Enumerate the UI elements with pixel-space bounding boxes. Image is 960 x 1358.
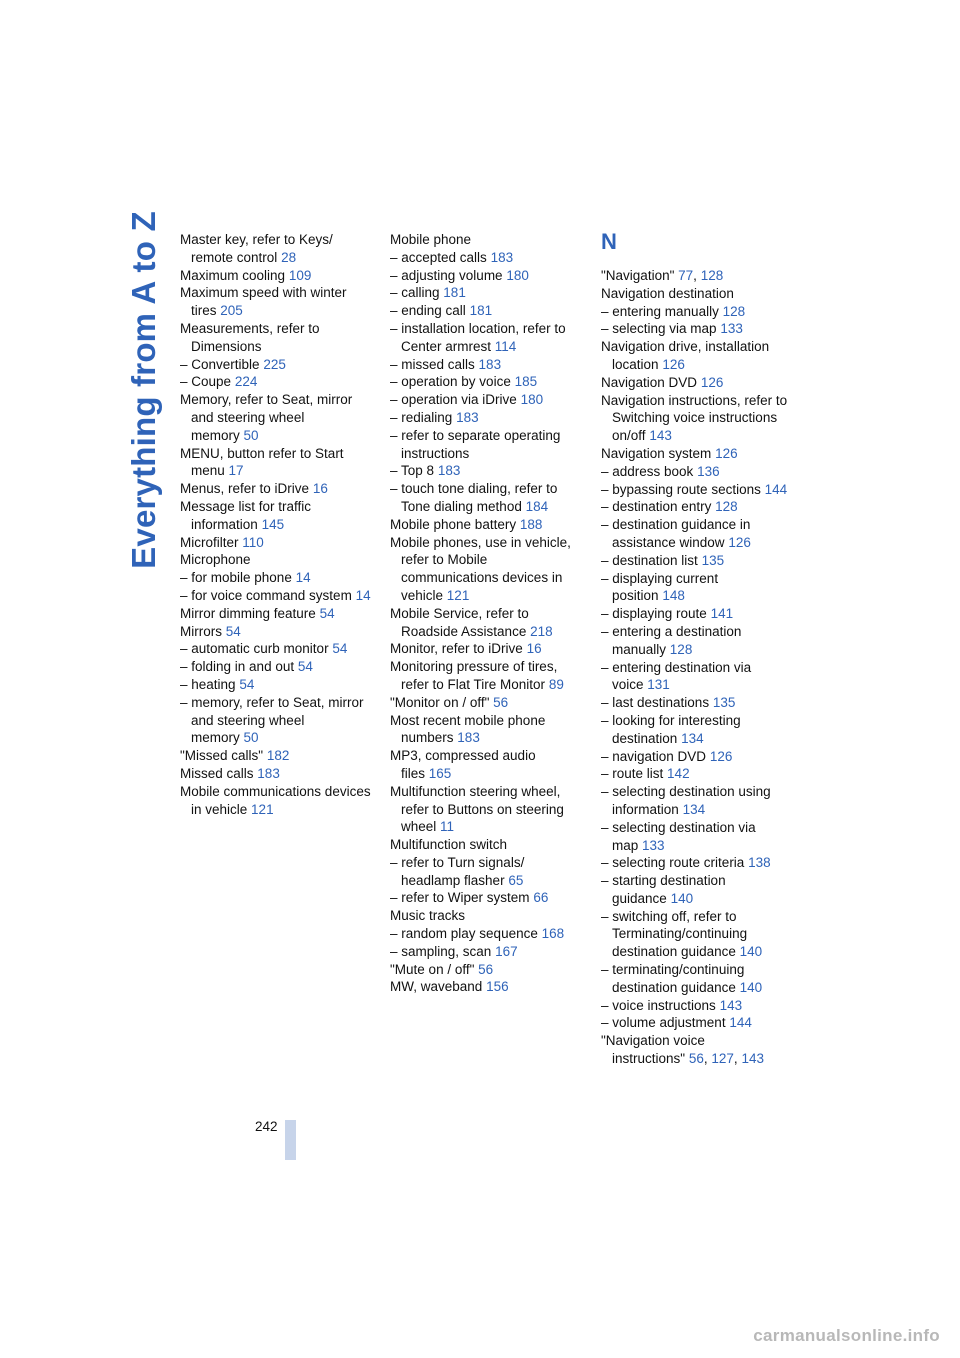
index-entry <box>180 747 372 765</box>
index-entry-text: Mobile phone battery <box>390 516 517 532</box>
index-entry-text: – refer to separate operating instructions <box>390 427 561 461</box>
page-reference-link[interactable]: 109 <box>288 267 312 283</box>
index-entry <box>180 267 372 285</box>
page-reference-link[interactable]: 16 <box>312 481 328 497</box>
index-entry <box>601 961 793 997</box>
index-entry-text: Measurements, refer to Dimensions <box>180 320 320 354</box>
index-entry-text: – navigation DVD <box>601 748 707 764</box>
index-entry <box>601 498 793 516</box>
index-entry-text: Navigation DVD <box>601 374 698 390</box>
page-reference-link[interactable]: 140 <box>739 979 763 995</box>
index-entry-text: Menus, refer to iDrive <box>180 481 310 497</box>
index-entry-text: – route list <box>601 766 664 782</box>
page-reference-link[interactable]: 121 <box>251 801 274 817</box>
page-reference-link[interactable]: 121 <box>446 587 470 603</box>
index-entry-text: "Monitor on / off" <box>390 694 490 710</box>
index-entry <box>180 783 372 819</box>
page-reference-link[interactable]: 135 <box>701 552 725 568</box>
index-entry <box>180 623 372 641</box>
page-reference-link[interactable]: 140 <box>670 890 694 906</box>
index-entry <box>180 320 372 356</box>
index-entry <box>601 1014 793 1032</box>
page-reference-link[interactable]: 28 <box>281 249 297 265</box>
index-entry-text: – Convertible <box>180 356 260 372</box>
page-reference-link[interactable]: 148 <box>662 588 685 604</box>
page-reference-link[interactable]: 167 <box>495 943 518 959</box>
index-entry-text: Message list for traffic information <box>180 498 312 532</box>
index-entry-text: – accepted calls <box>390 249 487 265</box>
page-reference-link[interactable]: 218 <box>530 623 553 639</box>
index-entry-text: Navigation destination <box>601 285 734 301</box>
index-entry <box>390 356 582 374</box>
index-entry <box>180 534 372 552</box>
index-entry-text: – refer to Turn signals/ headlamp flasher <box>390 854 525 888</box>
index-entry <box>390 694 582 712</box>
index-entry-text: – operation via iDrive <box>390 392 517 408</box>
page-reference-link[interactable]: 141 <box>710 606 734 622</box>
page-reference-link[interactable]: 126 <box>700 374 724 390</box>
page-reference-link[interactable]: 56 <box>688 1051 704 1067</box>
page-reference-link[interactable]: 134 <box>682 801 706 817</box>
page-reference-link[interactable]: 54 <box>239 676 255 692</box>
page-reference-link[interactable]: 183 <box>257 765 280 781</box>
index-entry <box>180 480 372 498</box>
index-entry <box>601 445 793 463</box>
index-entry-text: Mobile phone <box>390 232 472 247</box>
page-reference-link[interactable]: 50 <box>243 730 259 746</box>
index-entry <box>390 943 582 961</box>
index-entry <box>601 285 793 303</box>
index-entry <box>180 765 372 783</box>
index-entry-text: MP3, compressed audio files <box>390 748 536 781</box>
index-entry-text: – destination entry <box>601 499 712 515</box>
index-entry <box>390 712 582 748</box>
index-entry-text: Music tracks <box>390 908 466 924</box>
index-entry-text: – automatic curb monitor <box>180 641 329 657</box>
index-entry-text: – folding in and out <box>180 659 295 675</box>
index-entry-text: "Navigation voice instructions" <box>601 1033 705 1067</box>
index-entry-text: – switching off, refer to Terminating/continuing destination guidance <box>601 908 748 960</box>
page-reference-link[interactable]: 50 <box>243 427 259 443</box>
index-entry <box>180 551 372 569</box>
index-entry <box>180 587 372 605</box>
page-reference-link[interactable]: 143 <box>649 428 672 444</box>
index-entry-text: – entering a destination manually <box>601 623 742 657</box>
index-entry <box>601 854 793 872</box>
index-entry <box>390 747 582 783</box>
index-entry-text: – heating <box>180 676 236 692</box>
page-reference-link[interactable]: 168 <box>541 926 565 942</box>
index-entry-text: Master key, refer to Keys/ remote control <box>180 232 333 265</box>
index-entry <box>390 783 582 836</box>
page-reference-link[interactable]: 126 <box>662 356 685 372</box>
page-reference-link[interactable]: 140 <box>739 944 763 960</box>
index-entry <box>601 712 793 748</box>
index-entry-text: Monitor, refer to iDrive <box>390 641 523 657</box>
index-entry <box>601 623 793 659</box>
index-entry <box>390 231 582 249</box>
index-entry <box>390 658 582 694</box>
index-entry-text: Mobile communications devices in vehicle <box>180 783 371 817</box>
page-marker-bar <box>285 1120 296 1160</box>
page-reference-link[interactable]: 142 <box>667 766 690 782</box>
page-reference-link[interactable]: 188 <box>519 516 543 532</box>
index-entry-text: – entering destination via voice <box>601 659 752 693</box>
index-entry <box>180 569 372 587</box>
page-reference-link[interactable]: 126 <box>715 445 738 461</box>
index-entry-text: – displaying current position <box>601 570 719 604</box>
index-entry-text: Mobile Service, refer to Roadside Assistance <box>390 605 529 639</box>
page-reference-link[interactable]: 184 <box>525 498 549 514</box>
index-entry-text: – terminating/continuing destination guidance <box>601 962 745 995</box>
page-reference-link[interactable]: 145 <box>261 516 285 532</box>
page-reference-link[interactable]: 127 <box>711 1051 734 1067</box>
page-number: 242 <box>255 1119 278 1134</box>
index-entry <box>601 659 793 695</box>
page-reference-link[interactable]: 66 <box>533 890 549 906</box>
index-entry-text: Maximum cooling <box>180 267 286 283</box>
index-entry <box>390 961 582 979</box>
index-entry-text: – adjusting volume <box>390 267 503 283</box>
index-entry <box>180 605 372 623</box>
index-entry-text: – Top 8 <box>390 463 435 479</box>
index-column-1 <box>180 231 372 818</box>
index-entry <box>601 516 793 552</box>
index-entry <box>390 516 582 534</box>
index-entry <box>601 392 793 445</box>
index-entry-text: Microphone <box>180 552 251 568</box>
page-reference-link[interactable]: 128 <box>700 268 724 283</box>
index-entry-text: "Mute on / off" <box>390 961 475 977</box>
page-reference-link[interactable]: 143 <box>719 997 743 1013</box>
index-entry <box>180 231 372 267</box>
index-entry <box>180 640 372 658</box>
index-entry-text: – calling <box>390 285 440 301</box>
index-entry-text: – volume adjustment <box>601 1015 726 1031</box>
index-entry <box>180 356 372 374</box>
index-entry-text: – displaying route <box>601 606 707 622</box>
index-entry <box>601 908 793 961</box>
index-entry <box>601 303 793 321</box>
index-entry-text: – redialing <box>390 409 453 425</box>
index-entry <box>390 640 582 658</box>
index-entry <box>601 819 793 855</box>
index-entry-text: – address book <box>601 463 694 479</box>
page-reference-link[interactable]: 165 <box>428 765 452 781</box>
index-entry-text: Mobile phones, use in vehicle, refer to Mobile communications devices in vehicle <box>390 534 571 603</box>
page-reference-link[interactable]: 144 <box>729 1015 752 1031</box>
index-entry-text: Multifunction switch <box>390 837 508 853</box>
index-entry <box>180 658 372 676</box>
index-entry-text: – selecting route criteria <box>601 855 745 871</box>
page-reference-link[interactable]: 126 <box>728 534 751 550</box>
page-reference-link[interactable]: 183 <box>490 249 514 265</box>
index-entry <box>390 320 582 356</box>
index-entry: "Navigation voice instructions" 56, 127, 143 <box>601 1033 764 1067</box>
index-entry-text: Navigation drive, installation location <box>601 339 770 372</box>
page-reference-link[interactable]: 182 <box>266 748 290 764</box>
index-entry <box>390 267 582 285</box>
index-entry <box>180 498 372 534</box>
index-entry-text: Most recent mobile phone numbers <box>390 712 546 746</box>
index-entry-text: "Navigation" <box>601 268 675 283</box>
page-reference-link[interactable]: 14 <box>355 587 371 603</box>
page-reference-link[interactable]: 126 <box>709 748 733 764</box>
index-entry <box>390 302 582 320</box>
page-reference-link[interactable]: 131 <box>647 677 670 693</box>
index-entry-text: – Coupe <box>180 374 232 390</box>
index-entry-text: – looking for interesting destination <box>601 712 741 746</box>
index-entry <box>180 445 372 481</box>
index-entry <box>390 978 582 996</box>
page-reference-link[interactable]: 11 <box>440 819 455 835</box>
index-entry-text: – selecting destination using information <box>601 784 771 817</box>
page-reference-link[interactable]: 16 <box>526 641 542 657</box>
page-reference-link[interactable]: 180 <box>520 392 544 408</box>
index-entry <box>390 534 582 605</box>
index-column-2 <box>390 231 582 996</box>
index-entry <box>601 783 793 819</box>
index-entry-text: – ending call <box>390 303 466 319</box>
page-reference-link[interactable]: 77 <box>678 268 694 283</box>
index-entry <box>390 249 582 267</box>
index-entry-text: Mirrors <box>180 623 222 639</box>
index-entry-text: "Missed calls" <box>180 748 264 764</box>
index-entry-text: – refer to Wiper system <box>390 890 530 906</box>
page-reference-link[interactable]: 205 <box>220 303 243 319</box>
page-reference-link[interactable]: 138 <box>748 855 771 871</box>
index-entry <box>601 570 793 606</box>
page-reference-link[interactable]: 56 <box>493 694 509 710</box>
index-entry-text: MENU, button refer to Start menu <box>180 445 344 479</box>
page-reference-link[interactable]: 181 <box>443 285 466 301</box>
page-reference-link[interactable]: 114 <box>494 338 517 354</box>
page-reference-link[interactable]: 224 <box>234 374 258 390</box>
page-reference-link[interactable]: 134 <box>681 730 704 746</box>
page-reference-link[interactable]: 156 <box>486 979 509 995</box>
index-entry-text: Navigation system <box>601 445 712 461</box>
index-entry <box>601 320 793 338</box>
section-title: Everything from A to Z <box>125 211 163 569</box>
page-reference-link[interactable]: 14 <box>295 570 311 586</box>
index-entry <box>390 462 582 480</box>
index-entry <box>180 373 372 391</box>
index-entry <box>601 552 793 570</box>
index-entry-text: – sampling, scan <box>390 943 492 959</box>
index-entry <box>601 338 793 374</box>
index-entry <box>601 765 793 783</box>
index-entry <box>601 605 793 623</box>
page-reference-link[interactable]: 133 <box>720 321 743 337</box>
index-entry <box>180 391 372 444</box>
page-reference-link[interactable]: 54 <box>319 605 335 621</box>
index-entry-text: – selecting via map <box>601 321 717 337</box>
index-entry <box>601 374 793 392</box>
page-reference-link[interactable]: 128 <box>669 641 693 657</box>
index-entry <box>180 676 372 694</box>
index-entry <box>601 463 793 481</box>
index-entry <box>601 694 793 712</box>
index-entry-text: – operation by voice <box>390 374 511 390</box>
index-entry-text: MW, waveband <box>390 979 483 995</box>
page-reference-link[interactable]: 183 <box>457 730 480 746</box>
page-reference-link[interactable]: 54 <box>297 659 313 675</box>
index-entry <box>390 907 582 925</box>
index-entry <box>390 373 582 391</box>
index-entry-text: – starting destination guidance <box>601 873 726 906</box>
index-entry <box>601 748 793 766</box>
section-title-tab <box>120 211 168 569</box>
index-entry <box>390 836 582 854</box>
index-entry-text: Microfilter <box>180 534 239 550</box>
index-entry-text: – entering manually <box>601 303 719 319</box>
letter-heading: N <box>601 229 617 254</box>
index-entry-text: Memory, refer to Seat, mirror and steering wheel memory <box>180 392 353 443</box>
index-entry-text: Maximum speed with winter tires <box>180 285 347 319</box>
index-entry-text: – voice instructions <box>601 997 716 1013</box>
page-reference-link[interactable]: 128 <box>722 303 746 319</box>
index-entry-text: – last destinations <box>601 695 710 711</box>
index-entry-text: – destination guidance in assistance window <box>601 517 751 550</box>
index-entry <box>390 480 582 516</box>
index-entry <box>601 481 793 499</box>
index-entry-text: Multifunction steering wheel, refer to Buttons on steering wheel <box>390 783 564 835</box>
page-reference-link[interactable]: 185 <box>514 374 538 390</box>
index-entry-text: Monitoring pressure of tires, refer to Flat Tire Monitor <box>390 659 558 692</box>
index-entry-text: – memory, refer to Seat, mirror and steering wheel memory <box>180 694 364 746</box>
index-entry-text: – bypassing route sections <box>601 481 761 497</box>
index-entry <box>390 409 582 427</box>
index-entry <box>390 605 582 641</box>
page-reference-link[interactable]: 183 <box>437 463 461 479</box>
index-entry-text: – selecting destination via map <box>601 819 756 853</box>
page-reference-link[interactable]: 89 <box>548 676 564 692</box>
page-reference-link[interactable]: 135 <box>712 695 736 711</box>
index-entry-text: Navigation instructions, refer to Switching voice instructions on/off <box>601 392 788 444</box>
index-entry <box>390 854 582 890</box>
index-column-3 <box>601 231 793 1068</box>
index-entry-text: – random play sequence <box>390 926 538 942</box>
page-reference-link[interactable]: 144 <box>764 481 788 497</box>
index-entry <box>390 427 582 463</box>
page-reference-link[interactable]: 54 <box>225 623 241 639</box>
index-entry-text: – for mobile phone <box>180 570 292 586</box>
page-reference-link[interactable]: 110 <box>242 534 264 550</box>
page-reference-link[interactable]: 17 <box>228 463 244 479</box>
index-entry <box>180 694 372 747</box>
index-entry-text: – destination list <box>601 552 698 568</box>
index-entry-text: Mirror dimming feature <box>180 605 316 621</box>
page-reference-link[interactable]: 225 <box>263 356 286 372</box>
index-entry <box>180 284 372 320</box>
page-reference-link[interactable]: 181 <box>469 303 493 319</box>
page-reference-link[interactable]: 136 <box>697 463 720 479</box>
index-entry: "Navigation" 77, 128 <box>601 268 724 283</box>
page-reference-link[interactable]: 65 <box>508 872 524 888</box>
index-entry-text: – touch tone dialing, refer to Tone dialing method <box>390 481 558 514</box>
index-entry-text: – installation location, refer to Center armrest <box>390 320 566 354</box>
page-reference-link[interactable]: 56 <box>478 961 494 977</box>
index-entry <box>390 284 582 302</box>
index-entry-text: – for voice command system <box>180 587 352 603</box>
page-reference-link[interactable]: 133 <box>642 837 665 853</box>
index-entry <box>601 997 793 1015</box>
page-reference-link[interactable]: 128 <box>715 499 738 515</box>
index-entry-text: Missed calls <box>180 765 254 781</box>
page-reference-link[interactable]: 180 <box>506 267 529 283</box>
watermark: carmanualsonline.info <box>753 1326 940 1345</box>
page-reference-link[interactable]: 183 <box>478 356 502 372</box>
index-entry <box>390 925 582 943</box>
page-reference-link[interactable]: 183 <box>456 409 479 425</box>
index-entry-text: – missed calls <box>390 356 475 372</box>
index-entry <box>601 872 793 908</box>
page-reference-link[interactable]: 54 <box>332 641 348 657</box>
index-entry <box>390 391 582 409</box>
page-reference-link[interactable]: 143 <box>741 1051 764 1067</box>
index-entry <box>390 889 582 907</box>
